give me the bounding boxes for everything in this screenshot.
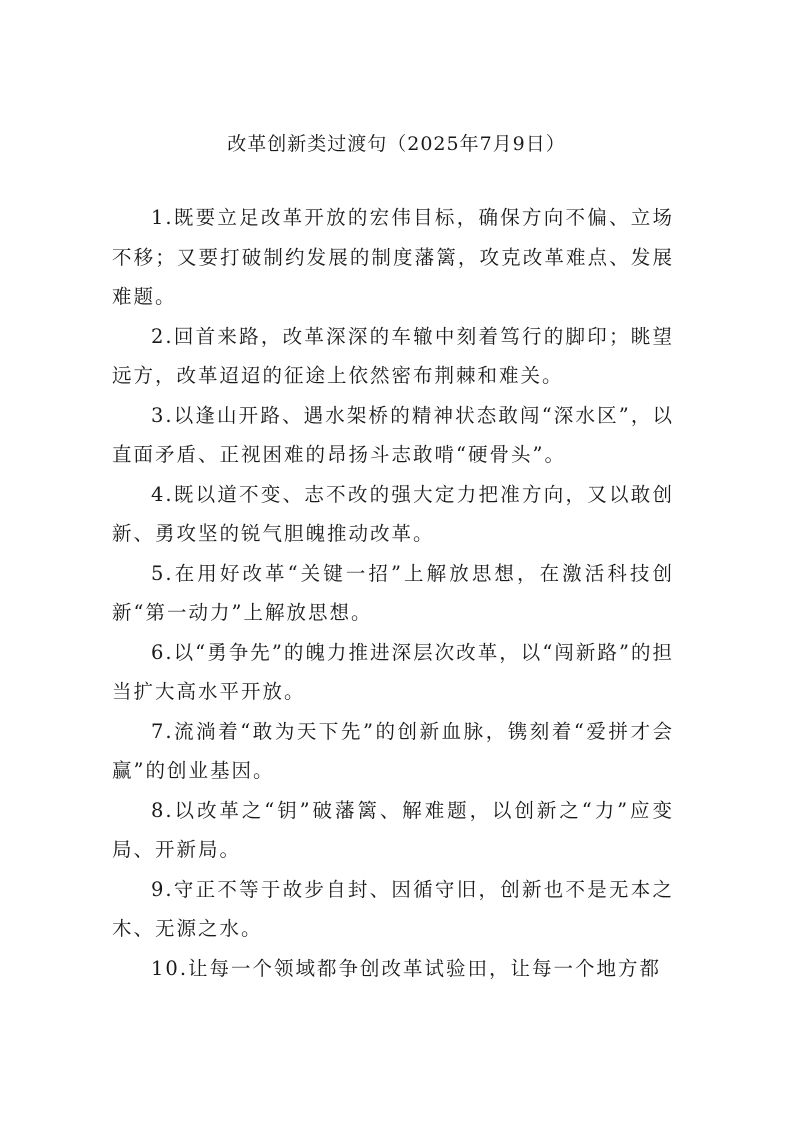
paragraph-5: 5.在用好改革“关键一招”上解放思想，在激活科技创新“第一动力”上解放思想。 (112, 561, 674, 624)
paragraph-6: 6.以“勇争先”的魄力推进深层次改革，以“闯新路”的担当扩大高水平开放。 (112, 640, 674, 703)
paragraph-8: 8.以改革之“钥”破藩篱、解难题，以创新之“力”应变局、开新局。 (112, 798, 674, 861)
paragraph-4: 4.既以道不变、志不改的强大定力把准方向，又以敢创新、勇攻坚的锐气胆魄推动改革。 (112, 482, 674, 545)
paragraph-9: 9.守正不等于故步自封、因循守旧，创新也不是无本之木、无源之水。 (112, 877, 674, 940)
paragraph-3: 3.以逢山开路、遇水架桥的精神状态敢闯“深水区”，以直面矛盾、正视困难的昂扬斗志敢啃“硬骨头”。 (112, 403, 674, 466)
document-title: 改革创新类过渡句（2025年7月9日） (227, 133, 566, 155)
paragraph-10: 10.让每一个领域都争创改革试验田，让每一个地方都 (151, 956, 662, 980)
paragraph-1: 1.既要立足改革开放的宏伟目标，确保方向不偏、立场不移；又要打破制约发展的制度藩篱，攻克改革难点、发展难题。 (112, 206, 674, 308)
document-body (112, 198, 674, 988)
paragraph-2: 2.回首来路，改革深深的车辙中刻着笃行的脚印；眺望远方，改革迢迢的征途上依然密布荆棘和难关。 (112, 324, 674, 387)
paragraph-7: 7.流淌着“敢为天下先”的创新血脉，镌刻着“爱拼才会赢”的创业基因。 (112, 719, 674, 782)
